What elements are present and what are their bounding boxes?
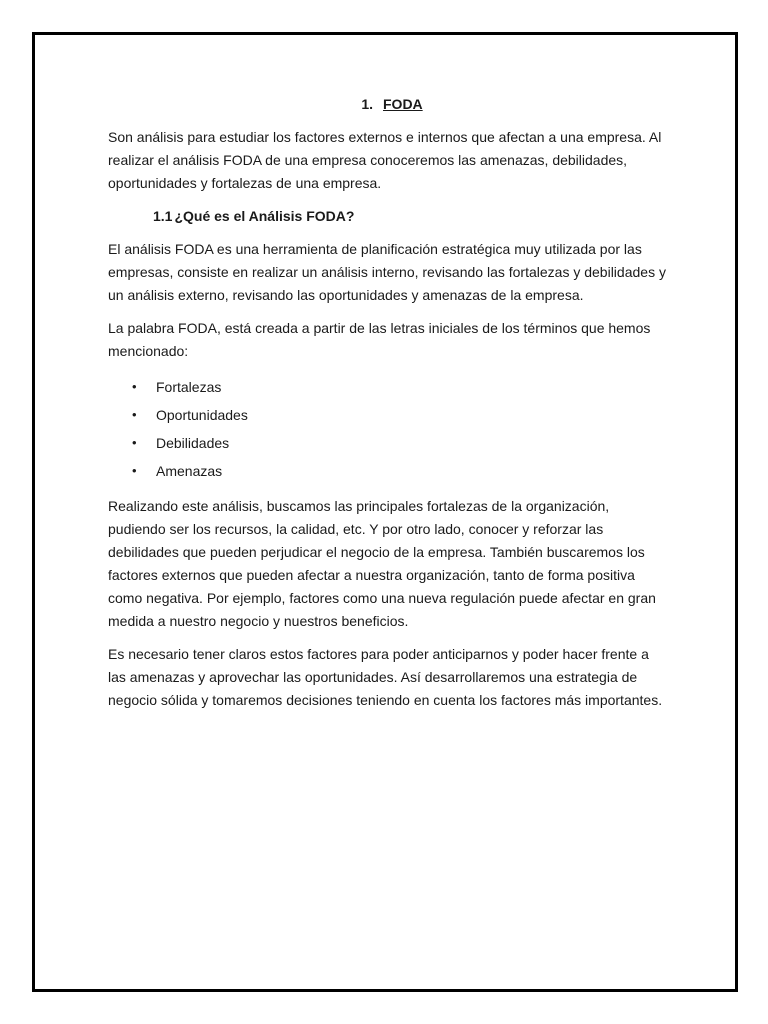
subsection-text: ¿Qué es el Análisis FODA? bbox=[174, 208, 355, 224]
bullet-icon: • bbox=[132, 463, 137, 478]
section-title-text: FODA bbox=[383, 96, 423, 112]
section-title bbox=[108, 93, 668, 116]
intro-paragraph: Son análisis para estudiar los factores externos e internos que afectan a una empresa. Al realizar el análisis FODA de una empresa conoceremos las amenazas, debilidades, oportunidades y fortalezas de una empresa. bbox=[108, 129, 662, 191]
bullet-icon: • bbox=[132, 435, 137, 450]
list-item-text: Debilidades bbox=[156, 435, 230, 451]
document-body bbox=[108, 93, 668, 722]
list-item-text: Oportunidades bbox=[156, 407, 248, 423]
paragraph-acronym: La palabra FODA, está creada a partir de las letras iniciales de los términos que hemos mencionado: bbox=[108, 320, 651, 359]
bullet-icon: • bbox=[132, 379, 137, 394]
foda-list bbox=[108, 373, 668, 485]
paragraph-analysis: Realizando este análisis, buscamos las principales fortalezas de la organización, pudiendo ser los recursos, la calidad, etc. Y por otro lado, conocer y reforzar las debilidades que pueden perjudicar el negocio de la empresa. También buscaremos los factores externos que pueden afectar a nuestra organización, tanto de forma positiva como negativa. Por ejemplo, factores como una nueva regulación puede afectar en gran medida a nuestro negocio y nuestros beneficios. bbox=[108, 498, 656, 629]
paragraph-conclusion: Es necesario tener claros estos factores para poder anticiparnos y poder hacer frente a las amenazas y aprovechar las oportunidades. Así desarrollaremos una estrategia de negocio sólida y tomaremos decisiones teniendo en cuenta los factores más importantes. bbox=[108, 646, 663, 708]
page-frame bbox=[32, 32, 738, 992]
list-item bbox=[132, 401, 668, 429]
list-item bbox=[132, 457, 668, 485]
list-item bbox=[132, 429, 668, 457]
subsection-heading bbox=[153, 205, 668, 228]
list-item-text: Amenazas bbox=[156, 463, 223, 479]
list-item bbox=[132, 373, 668, 401]
list-item-text: Fortalezas bbox=[156, 379, 222, 395]
subsection-number: 1.1 bbox=[153, 208, 173, 224]
paragraph-definition: El análisis FODA es una herramienta de planificación estratégica muy utilizada por las empresas, consiste en realizar un análisis interno, revisando las fortalezas y debilidades y un análisis externo, revisando las oportunidades y amenazas de la empresa. bbox=[108, 241, 666, 303]
bullet-icon: • bbox=[132, 407, 137, 422]
section-title-number: 1. bbox=[361, 96, 373, 112]
